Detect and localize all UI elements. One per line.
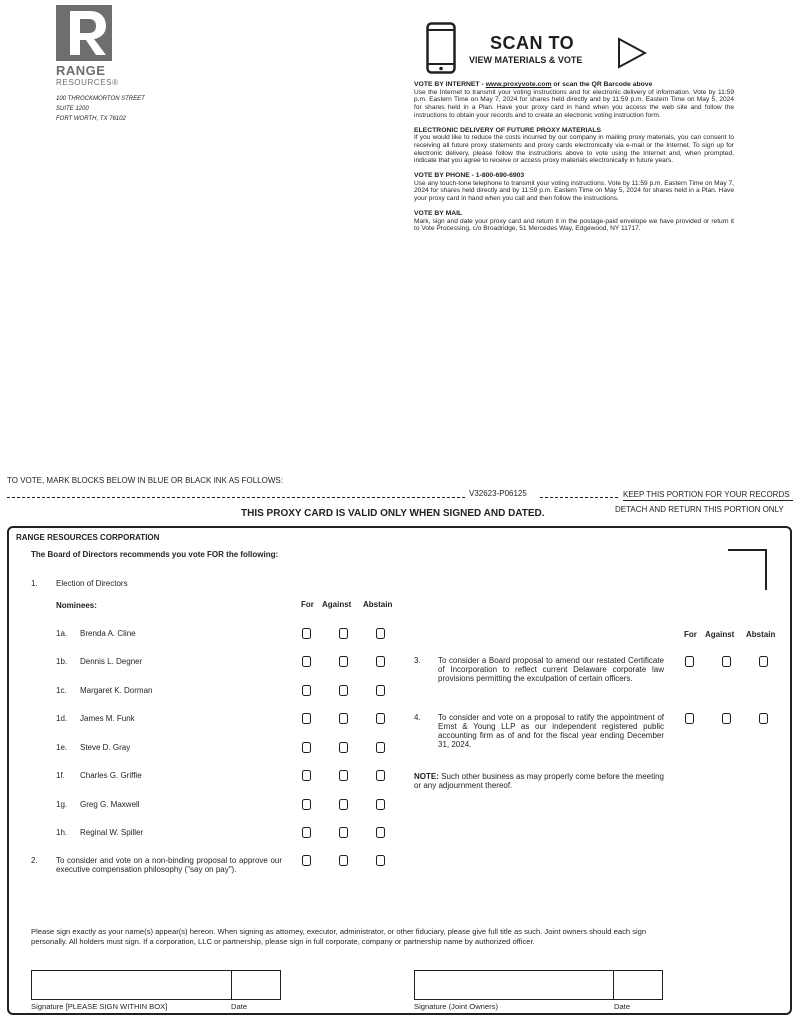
nominee-name: Margaret K. Dorman xyxy=(80,686,153,695)
vote-for-checkbox[interactable] xyxy=(302,827,311,838)
other-business-note xyxy=(414,772,664,790)
vote-for-checkbox[interactable] xyxy=(685,656,694,667)
vote-for-checkbox[interactable] xyxy=(302,799,311,810)
item1-label: Election of Directors xyxy=(56,579,128,588)
vote-abstain-checkbox[interactable] xyxy=(376,713,385,724)
vote-against-checkbox[interactable] xyxy=(339,827,348,838)
electronic-delivery xyxy=(414,127,734,166)
nominee-name: Steve D. Gray xyxy=(80,743,131,752)
vote-against-checkbox[interactable] xyxy=(339,713,348,724)
mark-note: TO VOTE, MARK BLOCKS BELOW IN BLUE OR BLACK INK AS FOLLOWS: xyxy=(7,476,283,485)
smartphone-icon xyxy=(426,22,456,74)
control-code: V32623-P06125 xyxy=(469,489,527,498)
vote-against-checkbox[interactable] xyxy=(339,685,348,696)
nominee-name: Brenda A. Cline xyxy=(80,629,136,638)
nominee-name: Reginal W. Spiller xyxy=(80,828,144,837)
company-address xyxy=(56,94,145,124)
nominee-name: Greg G. Maxwell xyxy=(80,800,140,809)
vote-abstain-checkbox[interactable] xyxy=(376,827,385,838)
vote-for-checkbox[interactable] xyxy=(685,713,694,724)
corner-mark xyxy=(728,549,767,590)
vote-by-internet xyxy=(414,81,734,120)
electronic-body: If you would like to reduce the costs incurred by our company in mailing proxy materials, you can consent to receiving all future proxy statements and proxy cards electronically via e-mail or the Internet. To sign up for electronic delivery, please follow the instructions above to vote using the Internet and, when prompted, indicate that you agree to receive or access proxy materials electronically in future years. xyxy=(414,134,734,165)
nominee-number: 1d. xyxy=(56,714,68,723)
column-for: For xyxy=(684,630,697,639)
vote-for-checkbox[interactable] xyxy=(302,656,311,667)
company-logo xyxy=(56,5,146,87)
signature-box[interactable] xyxy=(31,970,232,1000)
mail-heading: VOTE BY MAIL xyxy=(414,209,463,217)
nominee-name: James M. Funk xyxy=(80,714,135,723)
detach-portion-label: DETACH AND RETURN THIS PORTION ONLY xyxy=(615,505,784,514)
vote-abstain-checkbox[interactable] xyxy=(376,855,385,866)
nominee-number: 1e. xyxy=(56,743,68,752)
corporation-name: RANGE RESOURCES CORPORATION xyxy=(16,533,160,542)
column-for: For xyxy=(301,600,314,609)
mail-body: Mark, sign and date your proxy card and return it in the postage-paid envelope we have provided or return it to Vote Processing, c/o Broadridge, 51 Mercedes Way, Edgewood, NY 11717. xyxy=(414,217,734,233)
item2-text: To consider and vote on a non-binding proposal to approve our executive compensation philosophy ("say on pay"). xyxy=(56,856,282,874)
detach-line xyxy=(7,497,465,498)
joint-signature-box[interactable] xyxy=(414,970,614,1000)
phone-body: Use any touch-tone telephone to transmit your voting instructions. Vote by 11:59 p.m. Eastern Time on May 7, 2024 for shares held directly and by 11:59 p.m. Eastern Time on May 5, 2024 for shares held in a Plan. Have your proxy card in hand when you call and then follow the instructions. xyxy=(414,179,734,203)
nominee-number: 1h. xyxy=(56,828,68,837)
vote-against-checkbox[interactable] xyxy=(339,855,348,866)
item-number: 3. xyxy=(414,656,421,665)
nominee-number: 1f. xyxy=(56,771,65,780)
vote-against-checkbox[interactable] xyxy=(339,628,348,639)
vote-abstain-checkbox[interactable] xyxy=(759,656,768,667)
scan-subtitle: VIEW MATERIALS & VOTE xyxy=(469,55,583,65)
vote-abstain-checkbox[interactable] xyxy=(376,656,385,667)
vote-for-checkbox[interactable] xyxy=(302,685,311,696)
nominee-name: Dennis L. Degner xyxy=(80,657,143,666)
nominees-label: Nominees: xyxy=(56,601,97,610)
signature-label: Signature [PLEASE SIGN WITHIN BOX] xyxy=(31,1002,168,1011)
proxyvote-link[interactable]: www.proxyvote.com xyxy=(485,81,552,88)
board-recommendation: The Board of Directors recommends you vote FOR the following: xyxy=(31,550,279,559)
vote-against-checkbox[interactable] xyxy=(339,799,348,810)
joint-date-label: Date xyxy=(614,1002,631,1011)
detach-line xyxy=(540,497,618,498)
vote-abstain-checkbox[interactable] xyxy=(376,770,385,781)
vote-by-phone xyxy=(414,172,734,203)
item4-text: To consider and vote on a proposal to ratify the appointment of Ernst & Young LLP as our independent registered public accounting firm as of and for the fiscal year ending December 31, 2024. xyxy=(438,713,664,749)
item-number: 4. xyxy=(414,713,421,722)
internet-heading: VOTE BY INTERNET - www.proxyvote.com or scan the QR Barcode above xyxy=(414,81,653,88)
validity-notice: THIS PROXY CARD IS VALID ONLY WHEN SIGNED AND DATED. xyxy=(241,508,545,519)
vote-against-checkbox[interactable] xyxy=(722,656,731,667)
vote-against-checkbox[interactable] xyxy=(339,656,348,667)
column-against: Against xyxy=(705,630,735,639)
vote-abstain-checkbox[interactable] xyxy=(376,685,385,696)
signing-instructions: Please sign exactly as your name(s) appear(s) hereon. When signing as attorney, executor, administrator, or other fiduciary, please give full title as such. Joint owners should each sign personally. All holders must sign. If a corporation, LLC or partnership, please sign in full corporate, company or partnership name by authorized officer. xyxy=(31,927,647,946)
electronic-heading: ELECTRONIC DELIVERY OF FUTURE PROXY MATERIALS xyxy=(414,126,602,134)
note-label: NOTE: xyxy=(414,772,439,781)
nominee-number: 1b. xyxy=(56,657,68,666)
logo-name: RANGE xyxy=(56,63,106,78)
vote-abstain-checkbox[interactable] xyxy=(376,628,385,639)
phone-heading: VOTE BY PHONE - 1-800-690-6903 xyxy=(414,172,525,180)
column-against: Against xyxy=(322,600,352,609)
vote-against-checkbox[interactable] xyxy=(339,742,348,753)
vote-abstain-checkbox[interactable] xyxy=(759,713,768,724)
scan-title: SCAN TO xyxy=(490,33,575,53)
keep-portion-label: KEEP THIS PORTION FOR YOUR RECORDS xyxy=(623,490,793,501)
vote-abstain-checkbox[interactable] xyxy=(376,742,385,753)
range-logo-icon xyxy=(56,5,112,61)
nominee-number: 1c. xyxy=(56,686,67,695)
vote-by-mail xyxy=(414,210,734,233)
internet-body: Use the Internet to transmit your voting instructions and for electronic delivery of information. Vote by 11:59 p.m. Eastern Time on May 7, 2024 for shares held directly and by 11:59 p.m. Eastern Time on May 5, 2024 for shares held in a Plan. Have your proxy card in hand when you access the web site and follow the instructions to obtain your records and to create an electronic voting instruction form. xyxy=(414,88,734,119)
column-abstain: Abstain xyxy=(746,630,776,639)
vote-against-checkbox[interactable] xyxy=(722,713,731,724)
logo-sub: RESOURCES® xyxy=(56,78,119,87)
nominee-number: 1g. xyxy=(56,800,68,809)
address-line: SUITE 1200 xyxy=(56,106,89,112)
vote-against-checkbox[interactable] xyxy=(339,770,348,781)
vote-for-checkbox[interactable] xyxy=(302,628,311,639)
column-abstain: Abstain xyxy=(363,600,393,609)
date-box[interactable] xyxy=(231,970,281,1000)
vote-for-checkbox[interactable] xyxy=(302,855,311,866)
item-number: 1. xyxy=(31,579,38,588)
voting-instructions xyxy=(414,81,734,240)
item3-text: To consider a Board proposal to amend our restated Certificate of Incorporation to reflect current Delaware corporate law provisions permitting the exculpation of certain officers. xyxy=(438,656,664,683)
vote-for-checkbox[interactable] xyxy=(302,770,311,781)
item-number: 2. xyxy=(31,856,38,865)
joint-signature-label: Signature (Joint Owners) xyxy=(414,1002,498,1011)
vote-for-checkbox[interactable] xyxy=(302,742,311,753)
address-line: FORT WORTH, TX 76102 xyxy=(56,116,126,122)
vote-abstain-checkbox[interactable] xyxy=(376,799,385,810)
nominee-number: 1a. xyxy=(56,629,68,638)
vote-for-checkbox[interactable] xyxy=(302,713,311,724)
joint-date-box[interactable] xyxy=(613,970,663,1000)
note-text: Such other business as may properly come before the meeting or any adjournment thereof. xyxy=(414,772,664,790)
play-arrow-icon xyxy=(617,37,647,69)
address-line: 100 THROCKMORTON STREET xyxy=(56,96,145,102)
nominee-name: Charles G. Griffie xyxy=(80,771,142,780)
date-label: Date xyxy=(231,1002,248,1011)
